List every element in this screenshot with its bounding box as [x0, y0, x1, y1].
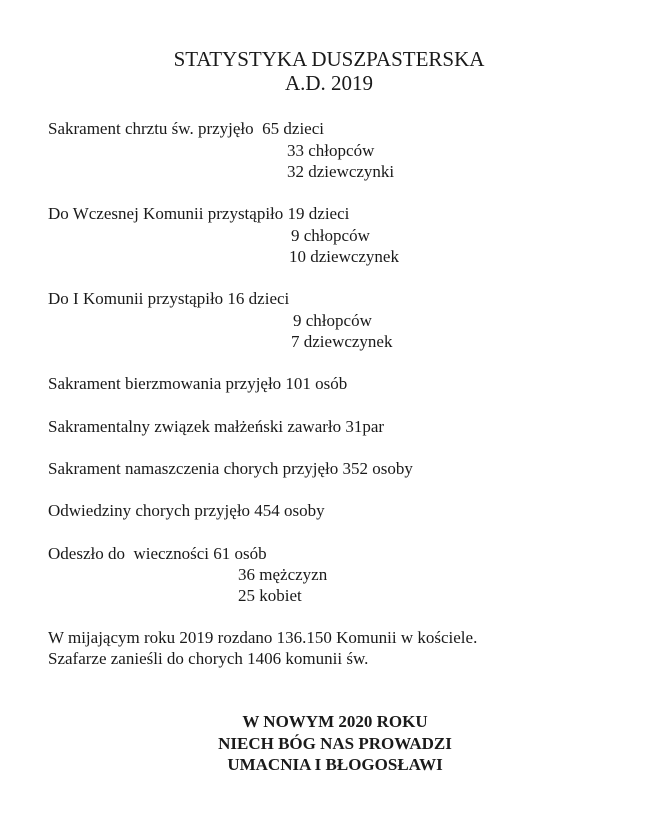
first-communion-boys: 9 chłopców	[293, 311, 372, 330]
deaths-men: 36 mężczyzn	[238, 565, 328, 584]
first-communion-girls: 7 dziewczynek	[291, 332, 393, 351]
anointing-line: Sakrament namaszczenia chorych przyjęło 352 osoby	[48, 459, 413, 478]
closing-line3: UMACNIA I BŁOGOSŁAWI	[227, 755, 443, 774]
page-title: STATYSTYKA DUSZPASTERSKA	[173, 47, 485, 71]
baptism-main: Sakrament chrztu św. przyjęło 65 dzieci	[48, 119, 324, 138]
early-communion-main: Do Wczesnej Komunii przystąpiło 19 dzieci	[48, 204, 350, 223]
communion-summary-line2: Szafarze zanieśli do chorych 1406 komunii św.	[48, 649, 369, 668]
closing-line1: W NOWYM 2020 ROKU	[242, 712, 428, 731]
first-communion-main: Do I Komunii przystąpiło 16 dzieci	[48, 289, 290, 308]
marriage-line: Sakramentalny związek małżeński zawarło 31par	[48, 417, 385, 436]
sick-visits-line: Odwiedziny chorych przyjęło 454 osoby	[48, 501, 325, 520]
page-subtitle-year: A.D. 2019	[284, 71, 374, 95]
early-communion-girls: 10 dziewczynek	[289, 247, 399, 266]
deaths-women: 25 kobiet	[238, 586, 302, 605]
deaths-main: Odeszło do wieczności 61 osób	[48, 544, 267, 563]
early-communion-boys: 9 chłopców	[291, 226, 370, 245]
communion-summary-line1: W mijającym roku 2019 rozdano 136.150 Komunii w kościele.	[48, 628, 478, 647]
confirmation-line: Sakrament bierzmowania przyjęło 101 osób	[48, 374, 348, 393]
closing-line2: NIECH BÓG NAS PROWADZI	[218, 734, 452, 753]
baptism-girls: 32 dziewczynki	[287, 162, 395, 181]
baptism-boys: 33 chłopców	[287, 141, 375, 160]
